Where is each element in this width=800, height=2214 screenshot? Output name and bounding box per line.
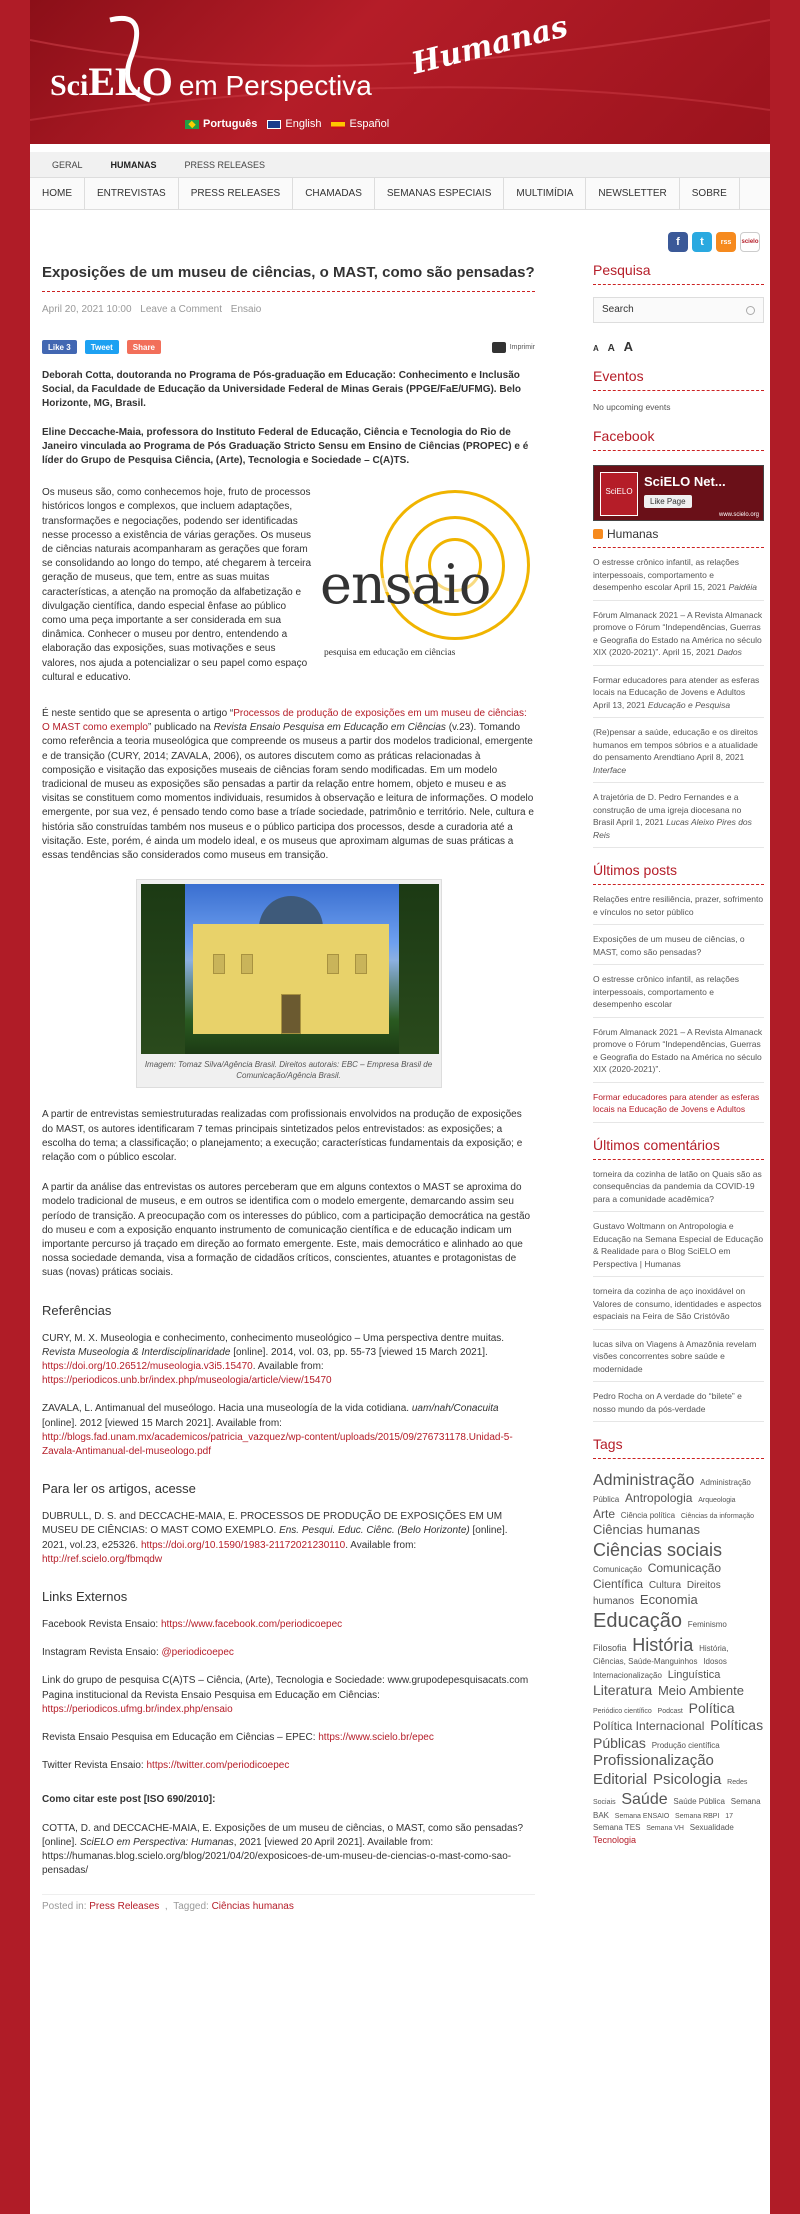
- facebook-icon[interactable]: f: [668, 232, 688, 252]
- printer-icon: [492, 342, 506, 353]
- tag-link[interactable]: Semana VH: [646, 1825, 684, 1833]
- page: [30, 0, 770, 2214]
- facebook-title: Facebook: [593, 428, 764, 451]
- list-item[interactable]: Relações entre resiliência, prazer, sofrimento e vínculos no setor público: [593, 885, 764, 925]
- post-comment-link[interactable]: Leave a Comment: [140, 304, 223, 315]
- nav-sobre[interactable]: SOBRE: [680, 178, 740, 210]
- article-link[interactable]: Processos de produção de exposições em um museu de ciências: O MAST como exemplo: [42, 708, 527, 734]
- brazil-flag-icon: [185, 120, 199, 129]
- instagram-link[interactable]: @periodicoepec: [161, 1647, 234, 1659]
- post-meta: [42, 304, 535, 315]
- topnav-press-releases[interactable]: PRESS RELEASES: [184, 159, 266, 170]
- tag-link[interactable]: Psicologia: [652, 1771, 722, 1788]
- tag-link[interactable]: História,: [699, 1643, 729, 1653]
- tag-link[interactable]: Feminismo: [687, 1619, 727, 1629]
- tag-link[interactable]: Educação: [593, 1609, 682, 1632]
- site-logo[interactable]: [50, 58, 372, 105]
- tag-link[interactable]: Ciências sociais: [593, 1539, 723, 1560]
- facebook-like-button[interactable]: Like 3: [42, 340, 77, 354]
- list-item[interactable]: Fórum Almanack 2021 – A Revista Almanack promove o Fórum “Independências, Guerras e Geografia do Estado na América no século XIX (2020-2021)”.: [593, 1018, 764, 1083]
- tag-link[interactable]: Economia: [639, 1592, 698, 1607]
- list-item[interactable]: O estresse crônico infantil, as relações interpessoais, comportamento e desempenho escolar: [593, 965, 764, 1018]
- tag-link[interactable]: Antropologia: [625, 1491, 693, 1505]
- author-1: Deborah Cotta, doutoranda no Programa de Pós-graduação em Educação: Conhecimento e Inclusão Social, da Faculdade de Educação da Universidade Federal de Minas Gerais (PPGE/FaE/UFMG). Belo Horizonte, MG, Brasil.: [42, 370, 522, 410]
- post-content: [42, 262, 535, 1912]
- tag-link[interactable]: Saúde Pública: [673, 1796, 725, 1806]
- uk-flag-icon: [267, 120, 281, 129]
- tag-cloud: [593, 1471, 764, 1847]
- logo-perspectiva: em Perspectiva: [178, 70, 372, 101]
- tag-link[interactable]: Administração Pública: [593, 1478, 751, 1504]
- ensaio-logo: [320, 486, 535, 686]
- list-item[interactable]: torneira da cozinha de latão on Quais são as consequências da pandemia da COVID-19 para a comunidade acadêmica?: [593, 1160, 764, 1213]
- tag-link[interactable]: Ciência política: [620, 1510, 676, 1520]
- list-item[interactable]: Formar educadores para atender as esferas locais na Educação de Jovens e Adultos: [593, 1083, 764, 1123]
- tag-link[interactable]: História: [632, 1634, 694, 1655]
- fb-avatar: SciELO: [600, 472, 638, 516]
- link-group: Link do grupo de pesquisa C(A)TS – Ciência, (Arte), Tecnologia e Sociedade: www.grupodepesquisacats.com Pagina institucional da Revista Ensaio Pesquisa em Educação em Ciências: https://periodicos.ufmg.br/index.php/ensaio: [42, 1675, 529, 1715]
- main-nav: [30, 178, 770, 210]
- ensaio-word: ensaio: [320, 553, 491, 617]
- nav-entrevistas[interactable]: ENTREVISTAS: [85, 178, 179, 210]
- link-instagram: Instagram Revista Ensaio: @periodicoepec: [42, 1647, 234, 1659]
- post-title: Exposições de um museu de ciências, o MAST, como são pensadas?: [42, 262, 535, 292]
- photo-window: [241, 954, 253, 974]
- photo-door: [281, 994, 301, 1034]
- events-empty: No upcoming events: [593, 402, 671, 412]
- search-widget-title: Pesquisa: [593, 262, 764, 285]
- rss-icon[interactable]: [593, 529, 603, 539]
- tag-link[interactable]: Administração: [593, 1472, 695, 1489]
- tag-link[interactable]: Idosos: [703, 1657, 727, 1666]
- list-item[interactable]: A trajetória de D. Pedro Fernandes e a construção de uma igreja diocesana no Brasil April 1, 2021 Lucas Aleixo Pires dos Reis: [593, 783, 764, 848]
- share-button[interactable]: Share: [127, 340, 161, 354]
- search-widget: [593, 262, 764, 354]
- tag-link[interactable]: Comunicação: [593, 1565, 642, 1574]
- photo-window: [355, 954, 367, 974]
- tag-link[interactable]: Saúde: [621, 1790, 668, 1808]
- list-item[interactable]: O estresse crônico infantil, as relações interpessoais, comportamento e desempenho escolar April 15, 2021 Paidéia: [593, 548, 764, 601]
- facebook-page-box[interactable]: [593, 465, 764, 521]
- facebook-link[interactable]: https://www.facebook.com/periodicoepec: [160, 1618, 343, 1630]
- ref1-doi-link[interactable]: https://doi.org/10.26512/museologia.v3i5.15470: [42, 1360, 253, 1372]
- photo-window: [327, 954, 339, 974]
- share-bar: [42, 339, 535, 355]
- font-size-controls: [593, 339, 764, 354]
- tag-link[interactable]: Política: [688, 1699, 735, 1716]
- tag-link[interactable]: Semana ENSAIO: [614, 1812, 670, 1820]
- tag-link[interactable]: Política Internacional: [593, 1719, 705, 1734]
- tag-link[interactable]: Tecnologia: [593, 1834, 637, 1845]
- tags-title: Tags: [593, 1436, 764, 1459]
- post-category[interactable]: Ensaio: [230, 304, 262, 315]
- cite-text: COTTA, D. and DECCACHE-MAIA, E. Exposições de um museu de ciências, o MAST, como são pensadas? [online]. SciELO em Perspectiva: Humanas, 2021 [viewed 20 April 2021]. Available from: https://humanas.blog.scielo.org/blog/2021/04/20/exposicoes-de-um-museu-de-ciencias-o-mast-como-sao-pensadas/: [42, 1822, 524, 1877]
- tag-link[interactable]: Ciências humanas: [593, 1522, 700, 1537]
- font-medium[interactable]: A: [607, 343, 615, 354]
- recent-posts-title: Últimos posts: [593, 862, 764, 885]
- humanas-feed-title: Humanas: [593, 527, 764, 548]
- search-icon[interactable]: [746, 306, 755, 315]
- paragraph-2: É neste sentido que se apresenta o artigo “Processos de produção de exposições em um museu de ciências: O MAST como exemplo” publicado na Revista Ensaio Pesquisa em Educação em Ciências (v.23). Tomando como referência a teoria museológica que compreende os museus a partir dos modelos tradicional, emergente e de transição (CURY, 2014; ZAVALA, 2006), os autores discutem como as práticas relacionadas à composição e visitação das exposições museais de ciências foram sendo modificadas. Em um modelo tradicional de museu as exposições são pensadas a partir da relação entre homem, objeto e museu e as visitas se constituem como momentos individuais, resumidos à observação e leitura de informações. O modelo emergente, por sua vez, é pensado tendo como base a tríade sociedade, patrimônio e território. Nele, cultura e história são construídas também nos museus e o público participa dos processos, desde a curadoria até a visitação. Este, porém, é ainda um modelo ideal, e os museus que aproximam algumas de suas práticas a essas tendências são considerados como museus em transição.: [42, 708, 534, 862]
- tag-link[interactable]: Periódico científico: [593, 1707, 652, 1715]
- logo-humanas: Humanas: [408, 9, 572, 82]
- ensaio-tagline: pesquisa em educação em ciências: [324, 648, 456, 659]
- tag-link[interactable]: Produção científica: [651, 1740, 720, 1750]
- lang-es[interactable]: Español: [331, 118, 389, 130]
- list-item[interactable]: Fórum Almanack 2021 – A Revista Almanack promove o Fórum “Independências, Guerras e Geografia do Estado na América no século XIX (2020-2021)”. April 15, 2021 Dados: [593, 601, 764, 666]
- sidebar: [593, 262, 764, 1861]
- nav-chamadas[interactable]: CHAMADAS: [293, 178, 375, 210]
- events-widget: [593, 368, 764, 414]
- nav-multimidia[interactable]: MULTIMÍDIA: [504, 178, 586, 210]
- site-header: [30, 0, 770, 148]
- photo-palm-right: [399, 884, 439, 1054]
- read-articles-heading: Para ler os artigos, acesse: [42, 1481, 196, 1497]
- mast-photo: [136, 879, 442, 1088]
- tags-widget: [593, 1436, 764, 1847]
- rss-icon[interactable]: rss: [716, 232, 736, 252]
- photo-window: [213, 954, 225, 974]
- tag-link[interactable]: Políticas Públicas: [593, 1717, 764, 1751]
- recent-comments-title: Últimos comentários: [593, 1137, 764, 1160]
- tag-link[interactable]: Meio Ambiente: [657, 1683, 744, 1699]
- photo-caption: Imagem: Tomaz Silva/Agência Brasil. Direitos autorais: EBC – Empresa Brasil de Comunicação/Agência Brasil.: [144, 1060, 433, 1081]
- topnav-humanas[interactable]: HUMANAS: [110, 159, 157, 170]
- tag-link[interactable]: Internacionalização: [593, 1670, 662, 1680]
- top-nav: [30, 152, 770, 178]
- link-twitter: Twitter Revista Ensaio: https://twitter.com/periodicoepec: [42, 1760, 290, 1772]
- facebook-widget: [593, 428, 764, 848]
- tag-link[interactable]: Filosofia: [593, 1642, 627, 1653]
- twitter-icon[interactable]: t: [692, 232, 712, 252]
- tag-link[interactable]: Semana TES: [593, 1823, 641, 1833]
- tag-link[interactable]: Literatura: [593, 1682, 653, 1699]
- font-large[interactable]: A: [623, 339, 633, 354]
- link-facebook: Facebook Revista Ensaio: https://www.facebook.com/periodicoepec: [42, 1618, 343, 1630]
- list-item[interactable]: (Re)pensar a saúde, educação e os direitos humanos em tempos sóbrios e a atualidade do pensamento Arendtiano April 8, 2021 Interface: [593, 718, 764, 783]
- read-url-link[interactable]: http://ref.scielo.org/fbmqdw: [42, 1553, 163, 1565]
- list-item[interactable]: Exposições de um museu de ciências, o MAST, como são pensadas?: [593, 925, 764, 965]
- paragraph-1: Os museus são, como conhecemos hoje, fruto de processos históricos longos e complexos, que incluem adaptações, transformações e negociações, podendo ser identificadas nesse processo a existência de várias gerações. Os museus de ciências naturais acompanharam as gerações que foram se consolidando ao longo do tempo, até chegarem à terceira geração de museus, que tem, entre as suas muitas características, a atenção na promoção da alfabetização e divulgação científica, dando especial ênfase ao público como uma peça importante a ser considerada em sua dinâmica. Conhecer o museu por dentro, entendendo a elaboração das exposições, suas motivações e seus valores, nos ajuda a potencializar o seu papel como espaço cultural e educativo.: [42, 487, 312, 683]
- tag-link[interactable]: Redes Sociais: [593, 1779, 748, 1806]
- tag-link[interactable]: Semana BAK: [593, 1796, 761, 1820]
- epec-link[interactable]: https://www.scielo.br/epec: [318, 1731, 434, 1743]
- tag-link[interactable]: Cultura: [648, 1579, 682, 1591]
- list-item[interactable]: torneira da cozinha de aço inoxidável on Valores de consumo, identidades e aspectos espaciais na Feira de São Cristóvão: [593, 1277, 764, 1330]
- tag-link[interactable]: Profissionalização: [593, 1752, 714, 1770]
- read-article-ref: DUBRULL, D. S. and DECCACHE-MAIA, E. PROCESSOS DE PRODUÇÃO DE EXPOSIÇÕES EM UM MUSEU DE CIÊNCIAS: O MAST COMO EXEMPLO. Ens. Pesqui. Educ. Ciênc. (Belo Horizonte) [online]. 2021, vol.23, e25326. https://doi.org/10.1590/1983-21172021230110. Available from: http://ref.scielo.org/fbmqdw: [42, 1511, 508, 1565]
- tag-link[interactable]: Arte: [593, 1506, 616, 1521]
- logo-elo: ELO: [88, 59, 173, 104]
- lang-pt[interactable]: Português: [185, 118, 257, 130]
- lang-en[interactable]: English: [267, 118, 321, 130]
- social-icons: [668, 232, 760, 252]
- list-item[interactable]: lucas silva on Viagens à Amazônia revelam visões concorrentes sobre saúde e modernidade: [593, 1330, 764, 1383]
- reference-1: CURY, M. X. Museologia e conhecimento, conhecimento museológico – Uma perspectiva dentre muitas. Revista Museologia & Interdisciplinaridade [online]. 2014, vol. 03, pp. 55-73 [viewed 15 March 2021]. https://doi.org/10.26512/museologia.v3i5.15470. Available from: https://periodicos.unb.br/index.php/museologia/article/view/15470: [42, 1332, 505, 1387]
- posted-in-link[interactable]: Press Releases: [89, 1901, 160, 1913]
- link-epec: Revista Ensaio Pesquisa em Educação em Ciências – EPEC: https://www.scielo.br/epec: [42, 1731, 434, 1743]
- scielo-icon[interactable]: scielo: [740, 232, 760, 252]
- nav-home[interactable]: HOME: [30, 178, 85, 210]
- journal-page-link[interactable]: https://periodicos.ufmg.br/index.php/ensaio: [42, 1703, 233, 1715]
- tag-link[interactable]: Linguística: [667, 1668, 721, 1681]
- tag-link[interactable]: 17: [725, 1812, 733, 1820]
- fb-url: www.scielo.org: [718, 512, 759, 518]
- tweet-button[interactable]: Tweet: [85, 340, 119, 354]
- tag-link[interactable]: Direitos humanos: [593, 1579, 721, 1607]
- spain-flag-icon: [331, 120, 345, 129]
- tag-link[interactable]: Sexualidade: [689, 1823, 734, 1833]
- tag-link[interactable]: Ciências, Saúde-Manguinhos: [593, 1657, 698, 1666]
- ref2-url-link[interactable]: http://blogs.fad.unam.mx/academicos/patricia_vazquez/wp-content/uploads/2015/09/276731178.Unidad-5-Zavala-Antimanual-del-museologo.pdf: [42, 1431, 513, 1457]
- nav-newsletter[interactable]: NEWSLETTER: [586, 178, 679, 210]
- tag-link[interactable]: Ciências da informação: [680, 1512, 754, 1520]
- topnav-geral[interactable]: GERAL: [52, 159, 83, 170]
- author-2: Eline Deccache-Maia, professora do Instituto Federal de Educação, Ciência e Tecnologia do Rio de Janeiro vinculada ao Programa de Pós Graduação Stricto Sensu em Ensino de Ciências (PROPEC) e é líder do Grupo de Pesquisa Ciência, (Arte), Tecnologia e Sociedade – C(A)TS.: [42, 426, 529, 467]
- tag-link[interactable]: Editorial: [593, 1771, 648, 1788]
- search-input[interactable]: Search: [593, 297, 764, 323]
- events-title: Eventos: [593, 368, 764, 391]
- museum-building-image: [141, 884, 439, 1054]
- ref1-url-link[interactable]: https://periodicos.unb.br/index.php/museologia/article/view/15470: [42, 1375, 332, 1387]
- twitter-link[interactable]: https://twitter.com/periodicoepec: [146, 1760, 290, 1772]
- print-button[interactable]: Imprimir: [492, 342, 535, 353]
- list-item[interactable]: Formar educadores para atender as esferas locais na Educação de Jovens e Adultos April 13, 2021 Educação e Pesquisa: [593, 666, 764, 719]
- recent-comments-widget: [593, 1137, 764, 1423]
- nav-press-releases[interactable]: PRESS RELEASES: [179, 178, 293, 210]
- recent-posts-widget: [593, 862, 764, 1123]
- post-footer: Posted in: Press Releases , Tagged: Ciências humanas: [42, 1894, 535, 1912]
- intro-paragraph: [42, 486, 535, 685]
- post-date: April 20, 2021 10:00: [42, 304, 132, 315]
- references-heading: Referências: [42, 1302, 112, 1318]
- font-small[interactable]: A: [593, 344, 599, 353]
- nav-semanas-especiais[interactable]: SEMANAS ESPECIAIS: [375, 178, 504, 210]
- tag-link[interactable]: Comunicação Científica: [593, 1561, 722, 1591]
- tag-link[interactable]: Podcast: [657, 1707, 683, 1715]
- tagged-link[interactable]: Ciências humanas: [211, 1901, 294, 1913]
- list-item[interactable]: Pedro Rocha on A verdade do “bilete” e nosso mundo da pós-verdade: [593, 1382, 764, 1422]
- humanas-feed: [593, 548, 764, 848]
- list-item[interactable]: Gustavo Woltmann on Antropologia e Educação na Semana Especial de Educação & Realidade para o Blog SciELO em Perspectiva | Humanas: [593, 1212, 764, 1277]
- photo-palm-left: [141, 884, 185, 1054]
- tag-link[interactable]: Arqueologia: [698, 1497, 736, 1504]
- reference-2: ZAVALA, L. Antimanual del museólogo. Hacia una museología de la vida cotidiana. uam/nah/Conacuita [online]. 2012 [viewed 15 March 2021]. Available from: http://blogs.fad.unam.mx/academicos/patricia_vazquez/wp-content/uploads/2015/09/276731178.Unidad-5-Zavala-Antimanual-del-museologo.pdf: [42, 1403, 513, 1457]
- read-doi-link[interactable]: https://doi.org/10.1590/1983-21172021230110: [140, 1539, 346, 1551]
- cite-heading: Como citar este post [ISO 690/2010]:: [42, 1794, 216, 1806]
- paragraph-4: A partir da análise das entrevistas os autores perceberam que em alguns contextos o MAST se aproxima do modelo tradicional de museus, e em outros se identifica com o modelo emergente, demarcando assim seu período de transição. A preocupação com os interesses do público, com a participação democrática na gestão do museu e com a exposição enquanto instrumento de comunicação científica e de educação indicam um importante percurso já traçado em direção ao formato emergente. Este, mais democrático e alinhado ao que nossa sociedade demanda, visa a formação de cidadãos críticos, conscientes, atuantes e protagonistas de suas (novas) práticas sociais.: [42, 1182, 531, 1279]
- fb-page-name: SciELO Net...: [644, 474, 726, 489]
- fb-like-page-button[interactable]: Like Page: [644, 495, 692, 508]
- external-links-heading: Links Externos: [42, 1588, 128, 1604]
- tag-link[interactable]: Semana RBPI: [675, 1812, 720, 1820]
- logo-sci: Sci: [50, 69, 89, 102]
- paragraph-3: A partir de entrevistas semiestruturadas realizadas com profissionais envolvidos na produção de exposições do MAST, os autores identificaram 7 temas principais sintetizados pelos entrevistados: as exposições; a escolha do tema; a classificação; o planejamento; a execução; características fundamentais da exposição; e relação com o público escolar.: [42, 1109, 523, 1163]
- language-switcher: [185, 118, 389, 130]
